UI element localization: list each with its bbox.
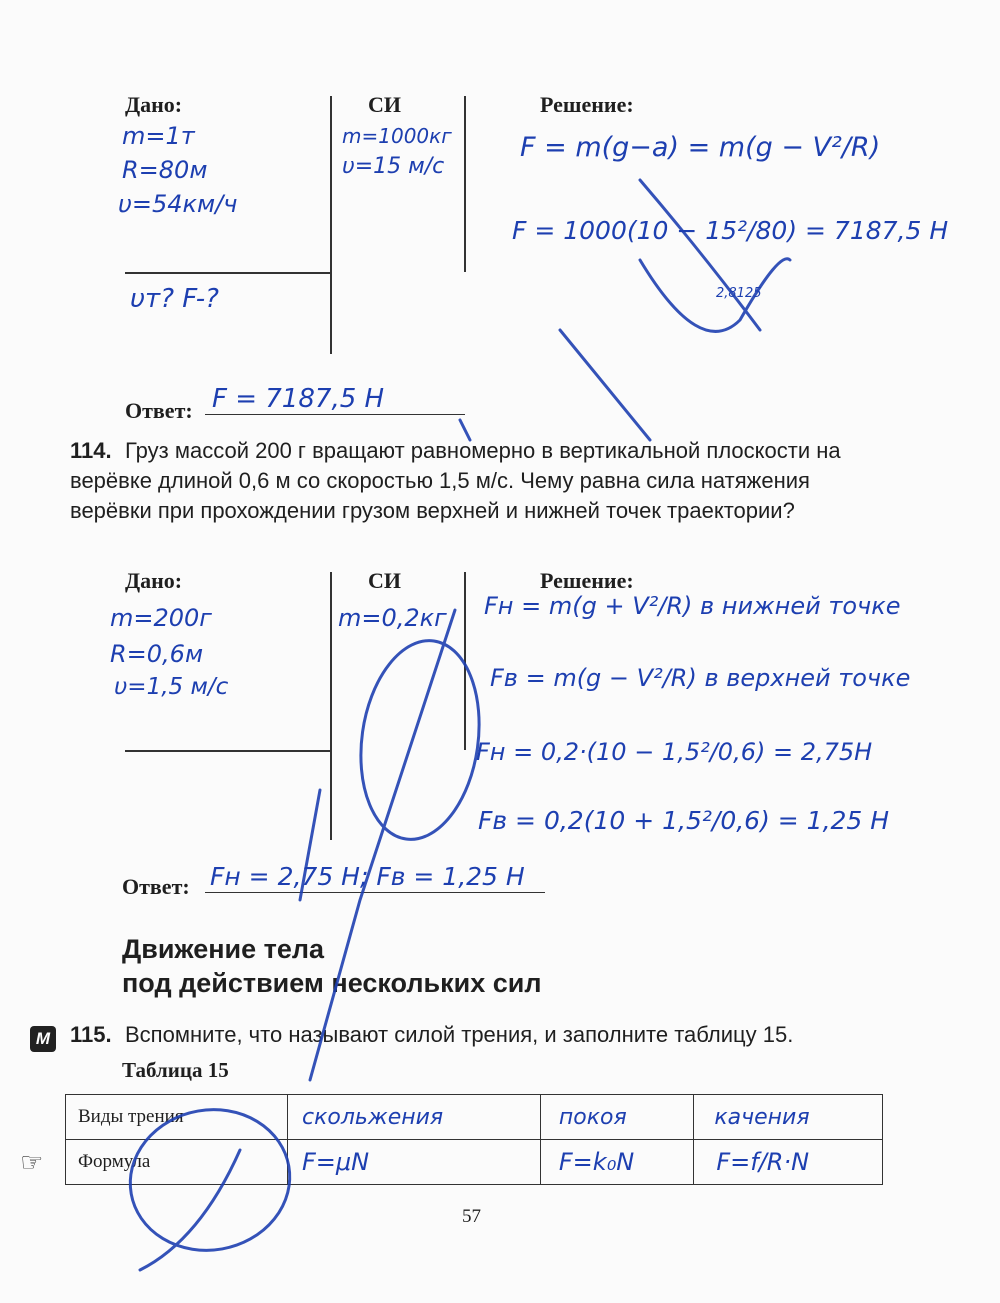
p114-text: Груз массой 200 г вращают равномерно в вертикальной плоскости на верёвке длиной 0,6 м со скоростью 1,5 м/с. Чему равна сила натяжения верёвки при прохождении грузом верхней и нижней точек траектории? [70,438,841,523]
p113-given-3: υ=54км/ч [118,190,238,218]
p113-divider-2 [464,96,466,272]
p113-given-label: Дано: [125,92,183,117]
p113-divider-1 [330,96,332,354]
p113-answer: F = 7187,5 H [212,384,385,414]
p114-answer-line [205,892,545,893]
p114-si-label: СИ [368,568,401,593]
table-header-formula: Формула [66,1140,288,1185]
p113-si-1: m=1000кг [342,124,452,148]
p114-statement [70,436,888,526]
p114-answer-label: Ответ: [122,874,190,899]
p114-given-3: υ=1,5 м/с [114,674,229,700]
p114-divider-1 [330,572,332,840]
p113-unknowns: υт? F-? [130,284,219,314]
p113-answer-label: Ответ: [125,398,193,423]
cell-rolling[interactable]: качения [694,1095,883,1140]
p113-answer-line [205,414,465,415]
p114-solution-3: Fн = 0,2·(10 − 1,5²/0,6) = 2,75H [476,738,873,766]
p113-given-rule [125,272,331,274]
p114-given-rule [125,750,331,752]
method-badge [30,1026,56,1052]
table-row [66,1095,883,1140]
method-badge-letter: М [35,1029,51,1048]
scribble-arc-top [640,180,760,330]
table-title: Таблица 15 [122,1058,229,1082]
cell-static-formula[interactable]: F=k₀N [540,1140,693,1185]
p114-divider-2 [464,572,466,750]
cell-sliding[interactable]: скольжения [288,1095,541,1140]
scribble-long-diag [310,610,455,1080]
p113-si-2: υ=15 м/с [342,154,445,179]
p113-solution-3: 2,8125 [716,286,762,301]
table-row [66,1140,883,1185]
hand-pointer-icon: ☞ [20,1148,44,1178]
table-header-types: Виды трения [66,1095,288,1140]
p113-solution-label: Решение: [540,92,634,117]
p114-given-label: Дано: [125,568,183,593]
p115-statement [70,1020,910,1050]
cell-static[interactable]: покоя [540,1095,693,1140]
p115-text: Вспомните, что называют силой трения, и заполните таблицу 15. [125,1022,794,1047]
p113-given-1: m=1т [122,122,195,150]
p114-given-1: m=200г [110,604,212,632]
p114-given-2: R=0,6м [110,640,204,668]
p114-number: 114. [70,438,112,463]
section-title-line1: Движение тела [122,934,325,964]
p113-solution-1: F = m(g−a) = m(g − V²/R) [520,132,881,163]
p113-solution-2: F = 1000(10 − 15²/80) = 7187,5 H [512,216,949,245]
p115-number: 115. [70,1022,112,1047]
cell-sliding-formula[interactable]: F=μN [288,1140,541,1185]
p114-solution-label: Решение: [540,568,634,593]
p113-si-label: СИ [368,92,401,117]
section-title-line2: под действием нескольких сил [122,968,542,998]
p114-solution-2: Fв = m(g − V²/R) в верхней точке [490,664,911,692]
p114-solution-4: Fв = 0,2(10 + 1,5²/0,6) = 1,25 H [478,806,890,835]
p114-answer: Fн = 2,75 H; Fв = 1,25 H [210,862,525,891]
p114-solution-1: Fн = m(g + V²/R) в нижней точке [484,592,901,620]
page-number: 57 [462,1206,481,1227]
cell-rolling-formula[interactable]: F=f/R·N [694,1140,883,1185]
p114-si-1: m=0,2кг [338,604,447,632]
friction-table [65,1094,883,1185]
scribble-oval-mid [349,633,492,847]
p113-given-2: R=80м [122,156,208,184]
